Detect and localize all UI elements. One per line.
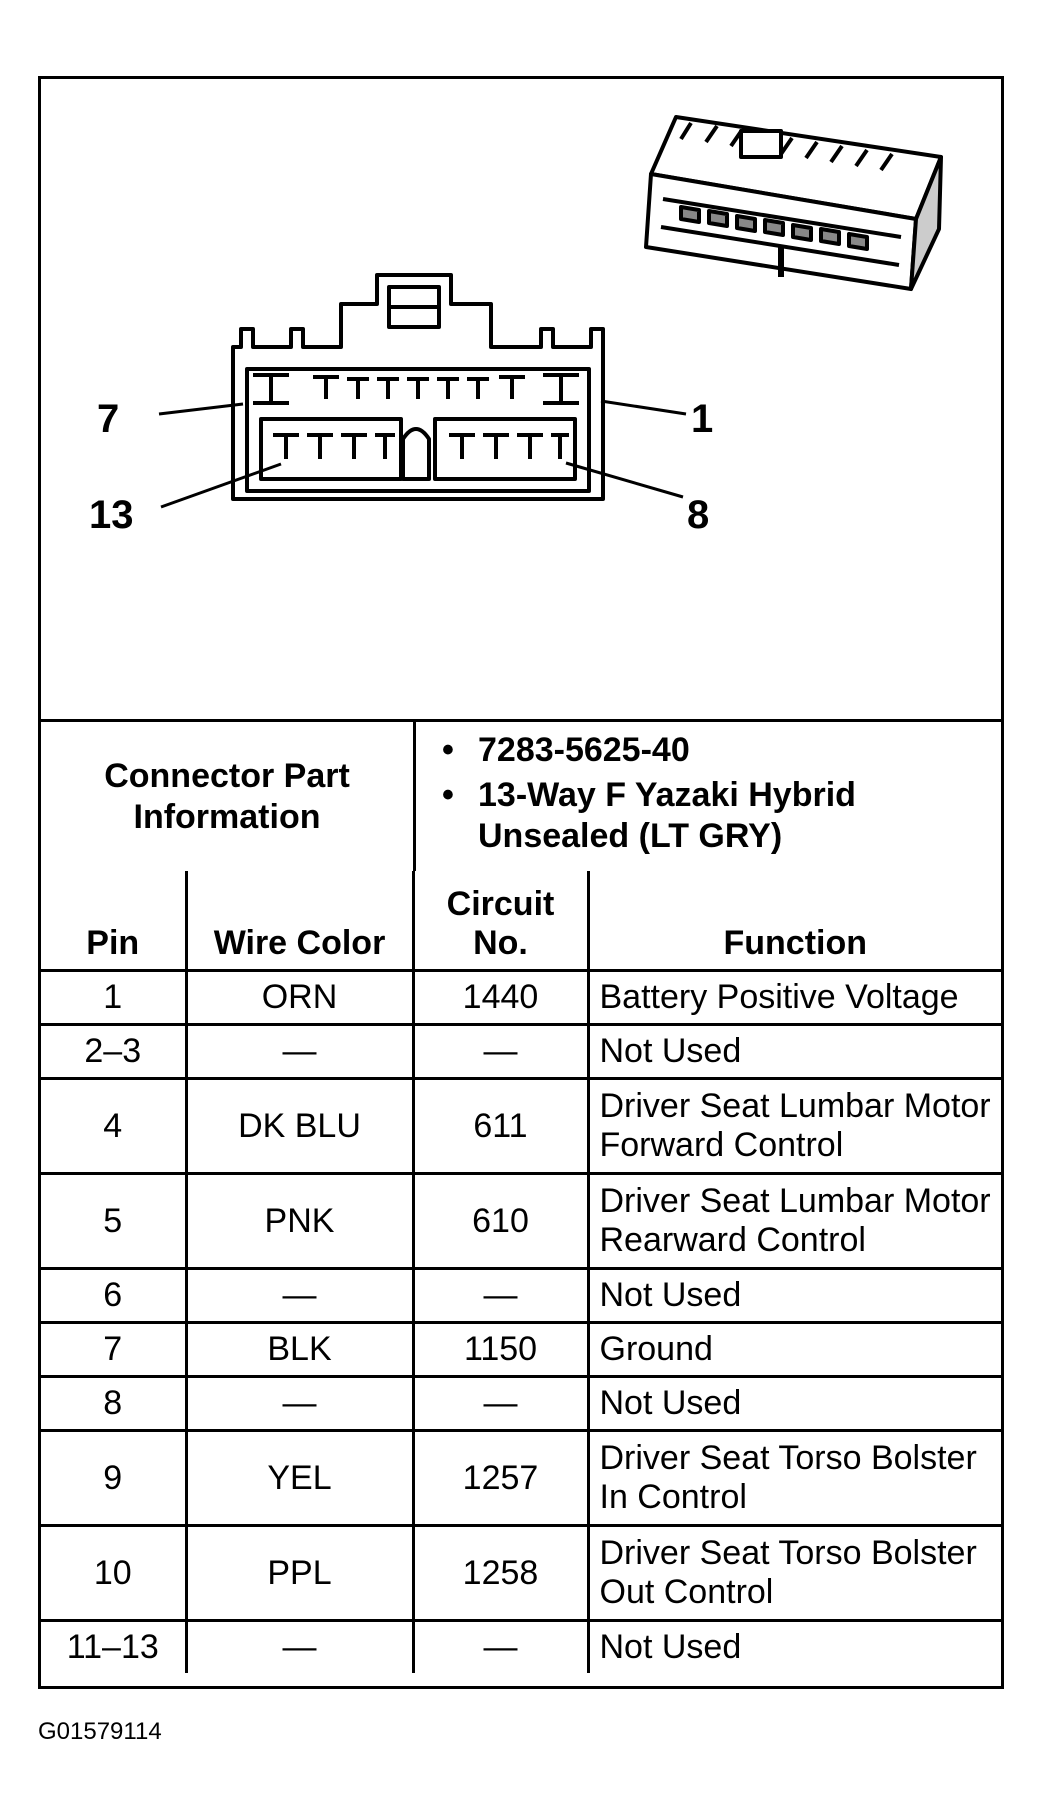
pin-cell: 11–13 [41, 1621, 186, 1674]
pinout-table [41, 871, 1001, 1673]
header-function: Function [588, 871, 1001, 971]
function-cell: Battery Positive Voltage [588, 971, 1001, 1025]
header-pin: Pin [41, 871, 186, 971]
connector-drawing [41, 79, 1001, 719]
figure-code: G01579114 [38, 1718, 162, 1745]
table-row [41, 1269, 1001, 1323]
table-row [41, 1621, 1001, 1674]
circuit-cell: — [413, 1025, 588, 1079]
wire-color-cell: DK BLU [186, 1079, 413, 1174]
part-info-label: Connector Part Information [41, 722, 416, 871]
callout-pin-13: 13 [89, 493, 134, 537]
circuit-cell: — [413, 1377, 588, 1431]
pin-cell: 6 [41, 1269, 186, 1323]
table-row [41, 1323, 1001, 1377]
function-cell: Driver Seat Lumbar Motor Rearward Control [588, 1174, 1001, 1269]
wire-color-cell: — [186, 1621, 413, 1674]
function-cell: Not Used [588, 1269, 1001, 1323]
pin-cell: 4 [41, 1079, 186, 1174]
callout-pin-1: 1 [691, 397, 714, 441]
pin-cell: 2–3 [41, 1025, 186, 1079]
header-wire-color: Wire Color [186, 871, 413, 971]
wire-color-cell: YEL [186, 1431, 413, 1526]
circuit-cell: 611 [413, 1079, 588, 1174]
callout-pin-8: 8 [687, 493, 710, 537]
function-cell: Not Used [588, 1377, 1001, 1431]
table-row [41, 1079, 1001, 1174]
wire-color-cell: BLK [186, 1323, 413, 1377]
pin-cell: 8 [41, 1377, 186, 1431]
pin-cell: 1 [41, 971, 186, 1025]
function-cell: Driver Seat Lumbar Motor Forward Control [588, 1079, 1001, 1174]
circuit-cell: 1150 [413, 1323, 588, 1377]
table-row [41, 1526, 1001, 1621]
header-circuit-no: Circuit No. [413, 871, 588, 971]
pin-cell: 7 [41, 1323, 186, 1377]
function-cell: Driver Seat Torso Bolster In Control [588, 1431, 1001, 1526]
connector-sheet [38, 76, 1004, 1689]
function-cell: Not Used [588, 1025, 1001, 1079]
table-row [41, 1174, 1001, 1269]
connector-3d-thumbnail [646, 117, 941, 289]
function-cell: Not Used [588, 1621, 1001, 1674]
pin-cell: 10 [41, 1526, 186, 1621]
connector-part-information [41, 719, 1001, 871]
pin-cell: 5 [41, 1174, 186, 1269]
wire-color-cell: PPL [186, 1526, 413, 1621]
table-row [41, 1377, 1001, 1431]
function-cell: Driver Seat Torso Bolster Out Control [588, 1526, 1001, 1621]
connector-diagram [41, 79, 1001, 719]
callout-pin-7: 7 [97, 397, 120, 441]
table-row [41, 971, 1001, 1025]
table-row [41, 1025, 1001, 1079]
function-cell: Ground [588, 1323, 1001, 1377]
circuit-cell: 1440 [413, 971, 588, 1025]
wire-color-cell: — [186, 1025, 413, 1079]
wire-color-cell: ORN [186, 971, 413, 1025]
circuit-cell: — [413, 1621, 588, 1674]
circuit-cell: 1257 [413, 1431, 588, 1526]
pinout-header-row [41, 871, 1001, 971]
table-row [41, 1431, 1001, 1526]
part-number: • 7283-5625-40 [478, 730, 1001, 771]
wire-color-cell: — [186, 1269, 413, 1323]
pin-cell: 9 [41, 1431, 186, 1526]
connector-front-view [159, 275, 686, 507]
circuit-cell: 610 [413, 1174, 588, 1269]
part-info-list [416, 722, 1001, 871]
circuit-cell: 1258 [413, 1526, 588, 1621]
connector-description: • 13-Way F Yazaki Hybrid Unsealed (LT GRY) [478, 775, 1001, 857]
wire-color-cell: PNK [186, 1174, 413, 1269]
circuit-cell: — [413, 1269, 588, 1323]
wire-color-cell: — [186, 1377, 413, 1431]
